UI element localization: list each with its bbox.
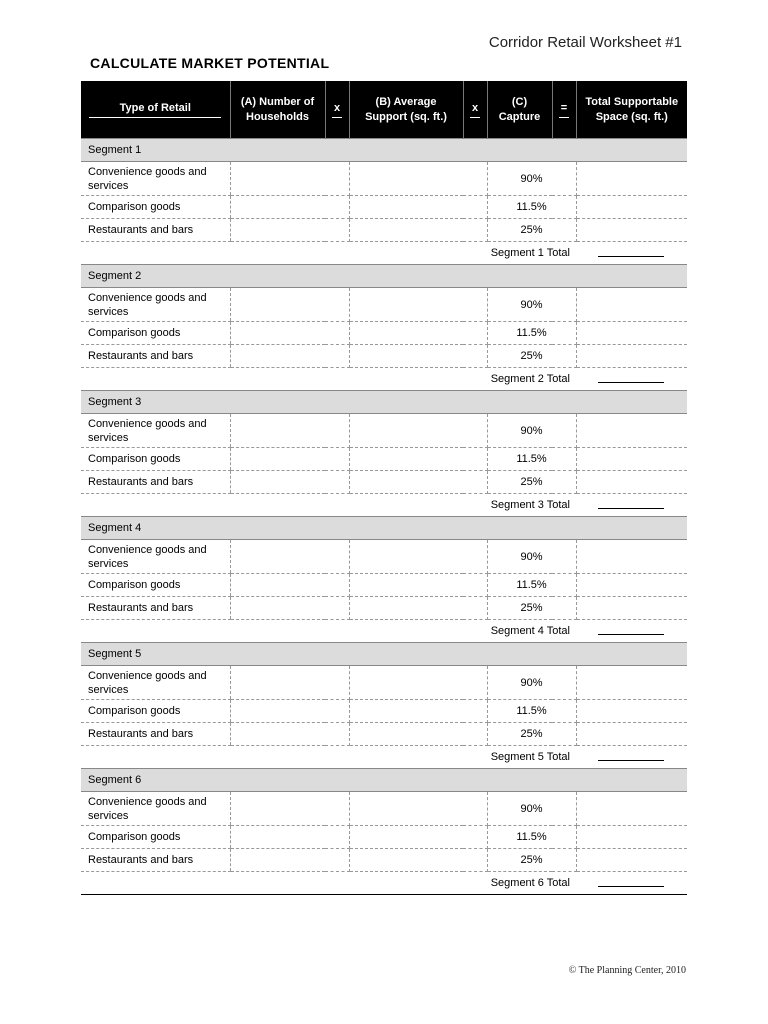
column-header-households [230,81,325,139]
table-row [81,700,687,723]
average-support-input[interactable] [349,196,487,219]
segment-total-field[interactable] [576,494,687,517]
total-space-input[interactable] [576,700,687,723]
page-title: CALCULATE MARKET POTENTIAL [90,55,330,71]
retail-type: Restaurants and bars [81,219,230,242]
capture-rate: 11.5% [487,574,576,597]
multiply-operator-1 [325,81,349,139]
table-row [81,597,687,620]
segment-total-label: Segment 2 Total [490,373,570,385]
average-support-input[interactable] [349,345,487,368]
table-row [81,826,687,849]
average-support-input[interactable] [349,792,487,826]
segment-header-row [81,517,687,540]
segment-header-row [81,769,687,792]
households-input[interactable] [230,345,349,368]
total-space-input[interactable] [576,849,687,872]
equals-operator [552,81,576,139]
retail-type: Restaurants and bars [81,471,230,494]
segment-total-row [81,620,687,643]
column-header-capture [487,81,552,139]
average-support-input[interactable] [349,448,487,471]
households-input[interactable] [230,666,349,700]
households-input[interactable] [230,196,349,219]
table-row [81,792,687,826]
retail-type: Convenience goods and services [81,414,230,448]
retail-type: Convenience goods and services [81,288,230,322]
retail-type: Comparison goods [81,196,230,219]
average-support-input[interactable] [349,162,487,196]
total-space-input[interactable] [576,345,687,368]
average-support-input[interactable] [349,219,487,242]
table-body [81,139,687,895]
segment-total-label: Segment 3 Total [490,499,570,511]
table-row [81,471,687,494]
retail-type: Restaurants and bars [81,597,230,620]
average-support-input[interactable] [349,414,487,448]
retail-type: Comparison goods [81,322,230,345]
average-support-input[interactable] [349,322,487,345]
segment-total-row [81,494,687,517]
capture-rate: 90% [487,792,576,826]
segment-name: Segment 2 [81,265,687,288]
average-support-input[interactable] [349,540,487,574]
segment-total-field[interactable] [576,242,687,265]
column-header-type [81,81,230,139]
capture-rate: 90% [487,288,576,322]
total-space-input[interactable] [576,414,687,448]
segment-total-label: Segment 6 Total [81,872,576,895]
capture-rate: 90% [487,666,576,700]
column-header-total-space-line1: Total Supportable [585,95,679,108]
total-space-input[interactable] [576,288,687,322]
average-support-input[interactable] [349,700,487,723]
segment-total-field[interactable] [576,620,687,643]
households-input[interactable] [230,471,349,494]
table-row [81,414,687,448]
capture-rate: 11.5% [487,826,576,849]
multiply-operator-2 [463,81,487,139]
capture-rate: 25% [487,849,576,872]
table-row [81,574,687,597]
retail-type: Restaurants and bars [81,345,230,368]
households-input[interactable] [230,723,349,746]
table-row [81,322,687,345]
segment-total-row [81,746,687,769]
average-support-input[interactable] [349,597,487,620]
market-potential-table [81,81,687,895]
total-space-input[interactable] [576,826,687,849]
retail-type: Convenience goods and services [81,666,230,700]
segment-total-label: Segment 5 Total [490,751,570,763]
households-input[interactable] [230,792,349,826]
households-input[interactable] [230,414,349,448]
capture-rate: 25% [487,471,576,494]
table-row [81,345,687,368]
column-header-total-space [576,81,687,139]
average-support-input[interactable] [349,666,487,700]
retail-type: Comparison goods [81,826,230,849]
segment-header-row [81,391,687,414]
total-blank-line [598,508,664,509]
segment-header-row [81,265,687,288]
segment-total-row [81,242,687,265]
table-row [81,219,687,242]
households-input[interactable] [230,219,349,242]
total-space-input[interactable] [576,792,687,826]
total-blank-line [598,760,664,761]
average-support-input[interactable] [349,288,487,322]
table-row [81,288,687,322]
segment-name: Segment 1 [81,139,687,162]
households-input[interactable] [230,288,349,322]
column-header-average-support [349,81,463,139]
segment-header-row [81,643,687,666]
total-space-input[interactable] [576,448,687,471]
table-row [81,666,687,700]
retail-type: Comparison goods [81,574,230,597]
multiply-operator-1-label: x [332,101,342,118]
total-space-input[interactable] [576,540,687,574]
capture-rate: 11.5% [487,322,576,345]
retail-type: Restaurants and bars [81,723,230,746]
households-input[interactable] [230,540,349,574]
total-space-input[interactable] [576,574,687,597]
column-header-total-space-line2: Space (sq. ft.) [595,110,668,123]
total-space-input[interactable] [576,471,687,494]
retail-type: Convenience goods and services [81,792,230,826]
total-blank-line [598,382,664,383]
column-header-households-line1: (A) Number of [240,95,315,108]
segment-total-label: Segment 4 Total [490,625,570,637]
segment-header-row [81,139,687,162]
households-input[interactable] [230,448,349,471]
total-blank-line [598,256,664,257]
column-header-capture-line1: (C) [511,95,528,108]
segment-name: Segment 4 [81,517,687,540]
table-row [81,448,687,471]
table-row [81,196,687,219]
capture-rate: 25% [487,219,576,242]
segment-name: Segment 6 [81,769,687,792]
households-input[interactable] [230,849,349,872]
capture-rate: 90% [487,162,576,196]
total-blank-line [598,886,664,887]
households-input[interactable] [230,162,349,196]
table-row [81,540,687,574]
column-header-average-support-line2: Support (sq. ft.) [365,110,447,123]
capture-rate: 90% [487,540,576,574]
segment-total-row [81,368,687,391]
segment-total-field[interactable] [576,368,687,391]
total-space-input[interactable] [576,723,687,746]
total-space-input[interactable] [576,196,687,219]
table-row [81,849,687,872]
copyright-notice: © The Planning Center, 2010 [568,965,686,976]
column-header-households-line2: Households [246,110,309,123]
table-row [81,162,687,196]
column-header-capture-line2: Capture [498,110,541,123]
column-header-average-support-line1: (B) Average [375,95,437,108]
total-space-input[interactable] [576,597,687,620]
segment-total-field[interactable] [576,746,687,769]
total-blank-line [598,634,664,635]
total-space-input[interactable] [576,219,687,242]
retail-type: Restaurants and bars [81,849,230,872]
average-support-input[interactable] [349,471,487,494]
segment-name: Segment 5 [81,643,687,666]
total-space-input[interactable] [576,322,687,345]
total-space-input[interactable] [576,666,687,700]
average-support-input[interactable] [349,723,487,746]
segment-name: Segment 3 [81,391,687,414]
segment-total-row [81,872,687,895]
segment-total-label: Segment 1 Total [490,247,570,259]
households-input[interactable] [230,700,349,723]
capture-rate: 11.5% [487,448,576,471]
average-support-input[interactable] [349,826,487,849]
worksheet-title: Corridor Retail Worksheet #1 [488,34,682,51]
segment-total-field[interactable] [576,872,687,895]
capture-rate: 11.5% [487,700,576,723]
capture-rate: 90% [487,414,576,448]
households-input[interactable] [230,574,349,597]
retail-type: Convenience goods and services [81,540,230,574]
average-support-input[interactable] [349,849,487,872]
total-space-input[interactable] [576,162,687,196]
capture-rate: 25% [487,597,576,620]
households-input[interactable] [230,597,349,620]
capture-rate: 25% [487,345,576,368]
capture-rate: 11.5% [487,196,576,219]
capture-rate: 25% [487,723,576,746]
column-header-type-label: Type of Retail [89,101,221,118]
multiply-operator-2-label: x [470,101,480,118]
equals-operator-label: = [559,101,569,118]
households-input[interactable] [230,826,349,849]
retail-type: Comparison goods [81,700,230,723]
average-support-input[interactable] [349,574,487,597]
retail-type: Convenience goods and services [81,162,230,196]
retail-type: Comparison goods [81,448,230,471]
table-header-row [81,81,687,139]
table-row [81,723,687,746]
households-input[interactable] [230,322,349,345]
